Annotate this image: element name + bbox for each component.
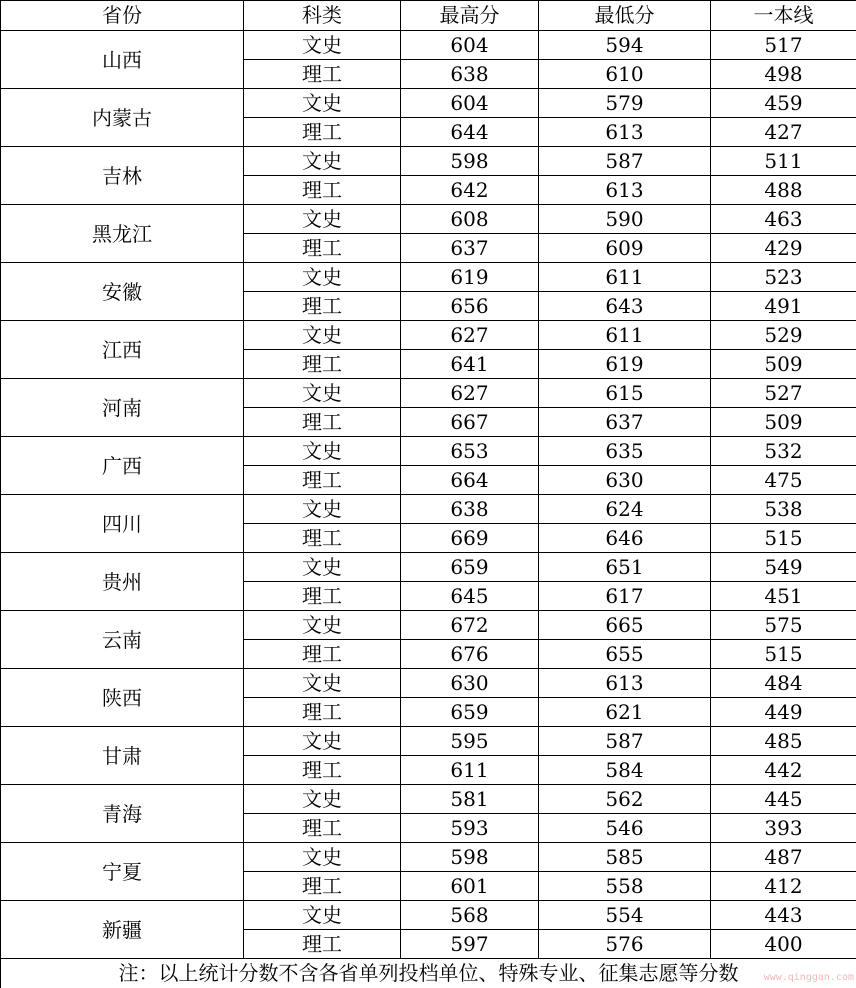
cell-max-score: 604 bbox=[401, 31, 539, 60]
cell-first-tier-line: 475 bbox=[711, 466, 856, 495]
cell-min-score: 613 bbox=[539, 669, 711, 698]
cell-max-score: 598 bbox=[401, 843, 539, 872]
cell-subject: 理工 bbox=[244, 118, 401, 147]
cell-max-score: 667 bbox=[401, 408, 539, 437]
cell-min-score: 655 bbox=[539, 640, 711, 669]
cell-first-tier-line: 485 bbox=[711, 727, 856, 756]
cell-min-score: 579 bbox=[539, 89, 711, 118]
header-province: 省份 bbox=[1, 1, 244, 31]
cell-max-score: 638 bbox=[401, 60, 539, 89]
cell-max-score: 638 bbox=[401, 495, 539, 524]
cell-min-score: 576 bbox=[539, 930, 711, 959]
cell-subject: 文史 bbox=[244, 263, 401, 292]
cell-subject: 理工 bbox=[244, 930, 401, 959]
cell-province: 黑龙江 bbox=[1, 205, 244, 263]
cell-subject: 文史 bbox=[244, 147, 401, 176]
cell-first-tier-line: 487 bbox=[711, 843, 856, 872]
cell-subject: 文史 bbox=[244, 727, 401, 756]
cell-first-tier-line: 445 bbox=[711, 785, 856, 814]
table-row bbox=[1, 611, 856, 640]
cell-first-tier-line: 523 bbox=[711, 263, 856, 292]
cell-subject: 理工 bbox=[244, 234, 401, 263]
table-row bbox=[1, 205, 856, 234]
cell-subject: 理工 bbox=[244, 60, 401, 89]
cell-max-score: 641 bbox=[401, 350, 539, 379]
cell-first-tier-line: 484 bbox=[711, 669, 856, 698]
cell-max-score: 593 bbox=[401, 814, 539, 843]
cell-first-tier-line: 393 bbox=[711, 814, 856, 843]
table-row bbox=[1, 89, 856, 118]
cell-subject: 文史 bbox=[244, 901, 401, 930]
cell-first-tier-line: 527 bbox=[711, 379, 856, 408]
cell-max-score: 627 bbox=[401, 321, 539, 350]
cell-max-score: 601 bbox=[401, 872, 539, 901]
table-row bbox=[1, 669, 856, 698]
cell-first-tier-line: 459 bbox=[711, 89, 856, 118]
cell-first-tier-line: 515 bbox=[711, 524, 856, 553]
cell-min-score: 617 bbox=[539, 582, 711, 611]
cell-first-tier-line: 463 bbox=[711, 205, 856, 234]
header-subject: 科类 bbox=[244, 1, 401, 31]
cell-first-tier-line: 538 bbox=[711, 495, 856, 524]
cell-province: 甘肃 bbox=[1, 727, 244, 785]
cell-min-score: 594 bbox=[539, 31, 711, 60]
cell-first-tier-line: 498 bbox=[711, 60, 856, 89]
cell-subject: 理工 bbox=[244, 814, 401, 843]
cell-min-score: 546 bbox=[539, 814, 711, 843]
cell-province: 广西 bbox=[1, 437, 244, 495]
cell-subject: 文史 bbox=[244, 785, 401, 814]
cell-max-score: 653 bbox=[401, 437, 539, 466]
cell-province: 安徽 bbox=[1, 263, 244, 321]
cell-subject: 理工 bbox=[244, 292, 401, 321]
cell-first-tier-line: 429 bbox=[711, 234, 856, 263]
cell-province: 新疆 bbox=[1, 901, 244, 959]
cell-subject: 文史 bbox=[244, 611, 401, 640]
table-row bbox=[1, 553, 856, 582]
cell-first-tier-line: 427 bbox=[711, 118, 856, 147]
cell-min-score: 585 bbox=[539, 843, 711, 872]
cell-min-score: 651 bbox=[539, 553, 711, 582]
table-row bbox=[1, 379, 856, 408]
table-row bbox=[1, 901, 856, 930]
cell-min-score: 621 bbox=[539, 698, 711, 727]
cell-subject: 理工 bbox=[244, 350, 401, 379]
cell-subject: 理工 bbox=[244, 524, 401, 553]
cell-max-score: 627 bbox=[401, 379, 539, 408]
cell-max-score: 581 bbox=[401, 785, 539, 814]
cell-subject: 文史 bbox=[244, 321, 401, 350]
cell-province: 四川 bbox=[1, 495, 244, 553]
table-row bbox=[1, 147, 856, 176]
cell-province: 吉林 bbox=[1, 147, 244, 205]
header-row bbox=[1, 1, 856, 31]
cell-first-tier-line: 412 bbox=[711, 872, 856, 901]
cell-first-tier-line: 443 bbox=[711, 901, 856, 930]
note-row bbox=[1, 959, 856, 988]
cell-subject: 理工 bbox=[244, 756, 401, 785]
cell-first-tier-line: 451 bbox=[711, 582, 856, 611]
cell-min-score: 562 bbox=[539, 785, 711, 814]
table-row bbox=[1, 263, 856, 292]
cell-subject: 文史 bbox=[244, 495, 401, 524]
cell-subject: 文史 bbox=[244, 31, 401, 60]
cell-province: 宁夏 bbox=[1, 843, 244, 901]
cell-max-score: 659 bbox=[401, 698, 539, 727]
cell-first-tier-line: 491 bbox=[711, 292, 856, 321]
cell-max-score: 644 bbox=[401, 118, 539, 147]
cell-min-score: 609 bbox=[539, 234, 711, 263]
cell-first-tier-line: 400 bbox=[711, 930, 856, 959]
cell-subject: 理工 bbox=[244, 640, 401, 669]
cell-subject: 文史 bbox=[244, 843, 401, 872]
cell-max-score: 656 bbox=[401, 292, 539, 321]
cell-province: 山西 bbox=[1, 31, 244, 89]
cell-subject: 文史 bbox=[244, 437, 401, 466]
cell-min-score: 624 bbox=[539, 495, 711, 524]
cell-min-score: 646 bbox=[539, 524, 711, 553]
cell-min-score: 630 bbox=[539, 466, 711, 495]
cell-subject: 文史 bbox=[244, 553, 401, 582]
cell-max-score: 611 bbox=[401, 756, 539, 785]
cell-subject: 文史 bbox=[244, 379, 401, 408]
cell-min-score: 635 bbox=[539, 437, 711, 466]
cell-max-score: 595 bbox=[401, 727, 539, 756]
table-body bbox=[1, 31, 856, 959]
cell-min-score: 643 bbox=[539, 292, 711, 321]
cell-max-score: 672 bbox=[401, 611, 539, 640]
cell-min-score: 584 bbox=[539, 756, 711, 785]
cell-subject: 理工 bbox=[244, 872, 401, 901]
table-row bbox=[1, 785, 856, 814]
cell-max-score: 676 bbox=[401, 640, 539, 669]
header-max-score: 最高分 bbox=[401, 1, 539, 31]
table-row bbox=[1, 495, 856, 524]
cell-first-tier-line: 511 bbox=[711, 147, 856, 176]
table-row bbox=[1, 727, 856, 756]
cell-province: 内蒙古 bbox=[1, 89, 244, 147]
cell-first-tier-line: 532 bbox=[711, 437, 856, 466]
cell-province: 江西 bbox=[1, 321, 244, 379]
cell-first-tier-line: 529 bbox=[711, 321, 856, 350]
table-row bbox=[1, 321, 856, 350]
cell-max-score: 664 bbox=[401, 466, 539, 495]
cell-first-tier-line: 509 bbox=[711, 350, 856, 379]
cell-max-score: 598 bbox=[401, 147, 539, 176]
cell-min-score: 590 bbox=[539, 205, 711, 234]
cell-min-score: 619 bbox=[539, 350, 711, 379]
cell-first-tier-line: 549 bbox=[711, 553, 856, 582]
cell-province: 青海 bbox=[1, 785, 244, 843]
cell-subject: 文史 bbox=[244, 669, 401, 698]
cell-min-score: 615 bbox=[539, 379, 711, 408]
cell-first-tier-line: 517 bbox=[711, 31, 856, 60]
cell-min-score: 558 bbox=[539, 872, 711, 901]
cell-max-score: 642 bbox=[401, 176, 539, 205]
header-min-score: 最低分 bbox=[539, 1, 711, 31]
cell-min-score: 611 bbox=[539, 321, 711, 350]
cell-min-score: 587 bbox=[539, 147, 711, 176]
cell-first-tier-line: 509 bbox=[711, 408, 856, 437]
cell-province: 云南 bbox=[1, 611, 244, 669]
table-row bbox=[1, 437, 856, 466]
cell-min-score: 610 bbox=[539, 60, 711, 89]
cell-min-score: 613 bbox=[539, 118, 711, 147]
table-note: 注：以上统计分数不含各省单列投档单位、特殊专业、征集志愿等分数 bbox=[1, 959, 856, 988]
cell-min-score: 587 bbox=[539, 727, 711, 756]
cell-first-tier-line: 449 bbox=[711, 698, 856, 727]
watermark: www.qinggan.com bbox=[764, 972, 854, 983]
cell-subject: 文史 bbox=[244, 89, 401, 118]
cell-max-score: 597 bbox=[401, 930, 539, 959]
table-row bbox=[1, 31, 856, 60]
table-row bbox=[1, 843, 856, 872]
cell-min-score: 554 bbox=[539, 901, 711, 930]
cell-min-score: 611 bbox=[539, 263, 711, 292]
cell-province: 贵州 bbox=[1, 553, 244, 611]
cell-max-score: 608 bbox=[401, 205, 539, 234]
cell-max-score: 630 bbox=[401, 669, 539, 698]
cell-first-tier-line: 515 bbox=[711, 640, 856, 669]
cell-subject: 理工 bbox=[244, 466, 401, 495]
cell-subject: 理工 bbox=[244, 582, 401, 611]
cell-province: 河南 bbox=[1, 379, 244, 437]
cell-max-score: 637 bbox=[401, 234, 539, 263]
cell-max-score: 659 bbox=[401, 553, 539, 582]
cell-subject: 理工 bbox=[244, 698, 401, 727]
cell-subject: 理工 bbox=[244, 176, 401, 205]
cell-min-score: 613 bbox=[539, 176, 711, 205]
cell-max-score: 619 bbox=[401, 263, 539, 292]
cell-max-score: 604 bbox=[401, 89, 539, 118]
cell-first-tier-line: 575 bbox=[711, 611, 856, 640]
header-first-tier-line: 一本线 bbox=[711, 1, 856, 31]
cell-first-tier-line: 488 bbox=[711, 176, 856, 205]
cell-max-score: 645 bbox=[401, 582, 539, 611]
cell-min-score: 637 bbox=[539, 408, 711, 437]
cell-subject: 理工 bbox=[244, 408, 401, 437]
cell-province: 陕西 bbox=[1, 669, 244, 727]
cell-max-score: 568 bbox=[401, 901, 539, 930]
cell-first-tier-line: 442 bbox=[711, 756, 856, 785]
cell-min-score: 665 bbox=[539, 611, 711, 640]
cell-max-score: 669 bbox=[401, 524, 539, 553]
cell-subject: 文史 bbox=[244, 205, 401, 234]
